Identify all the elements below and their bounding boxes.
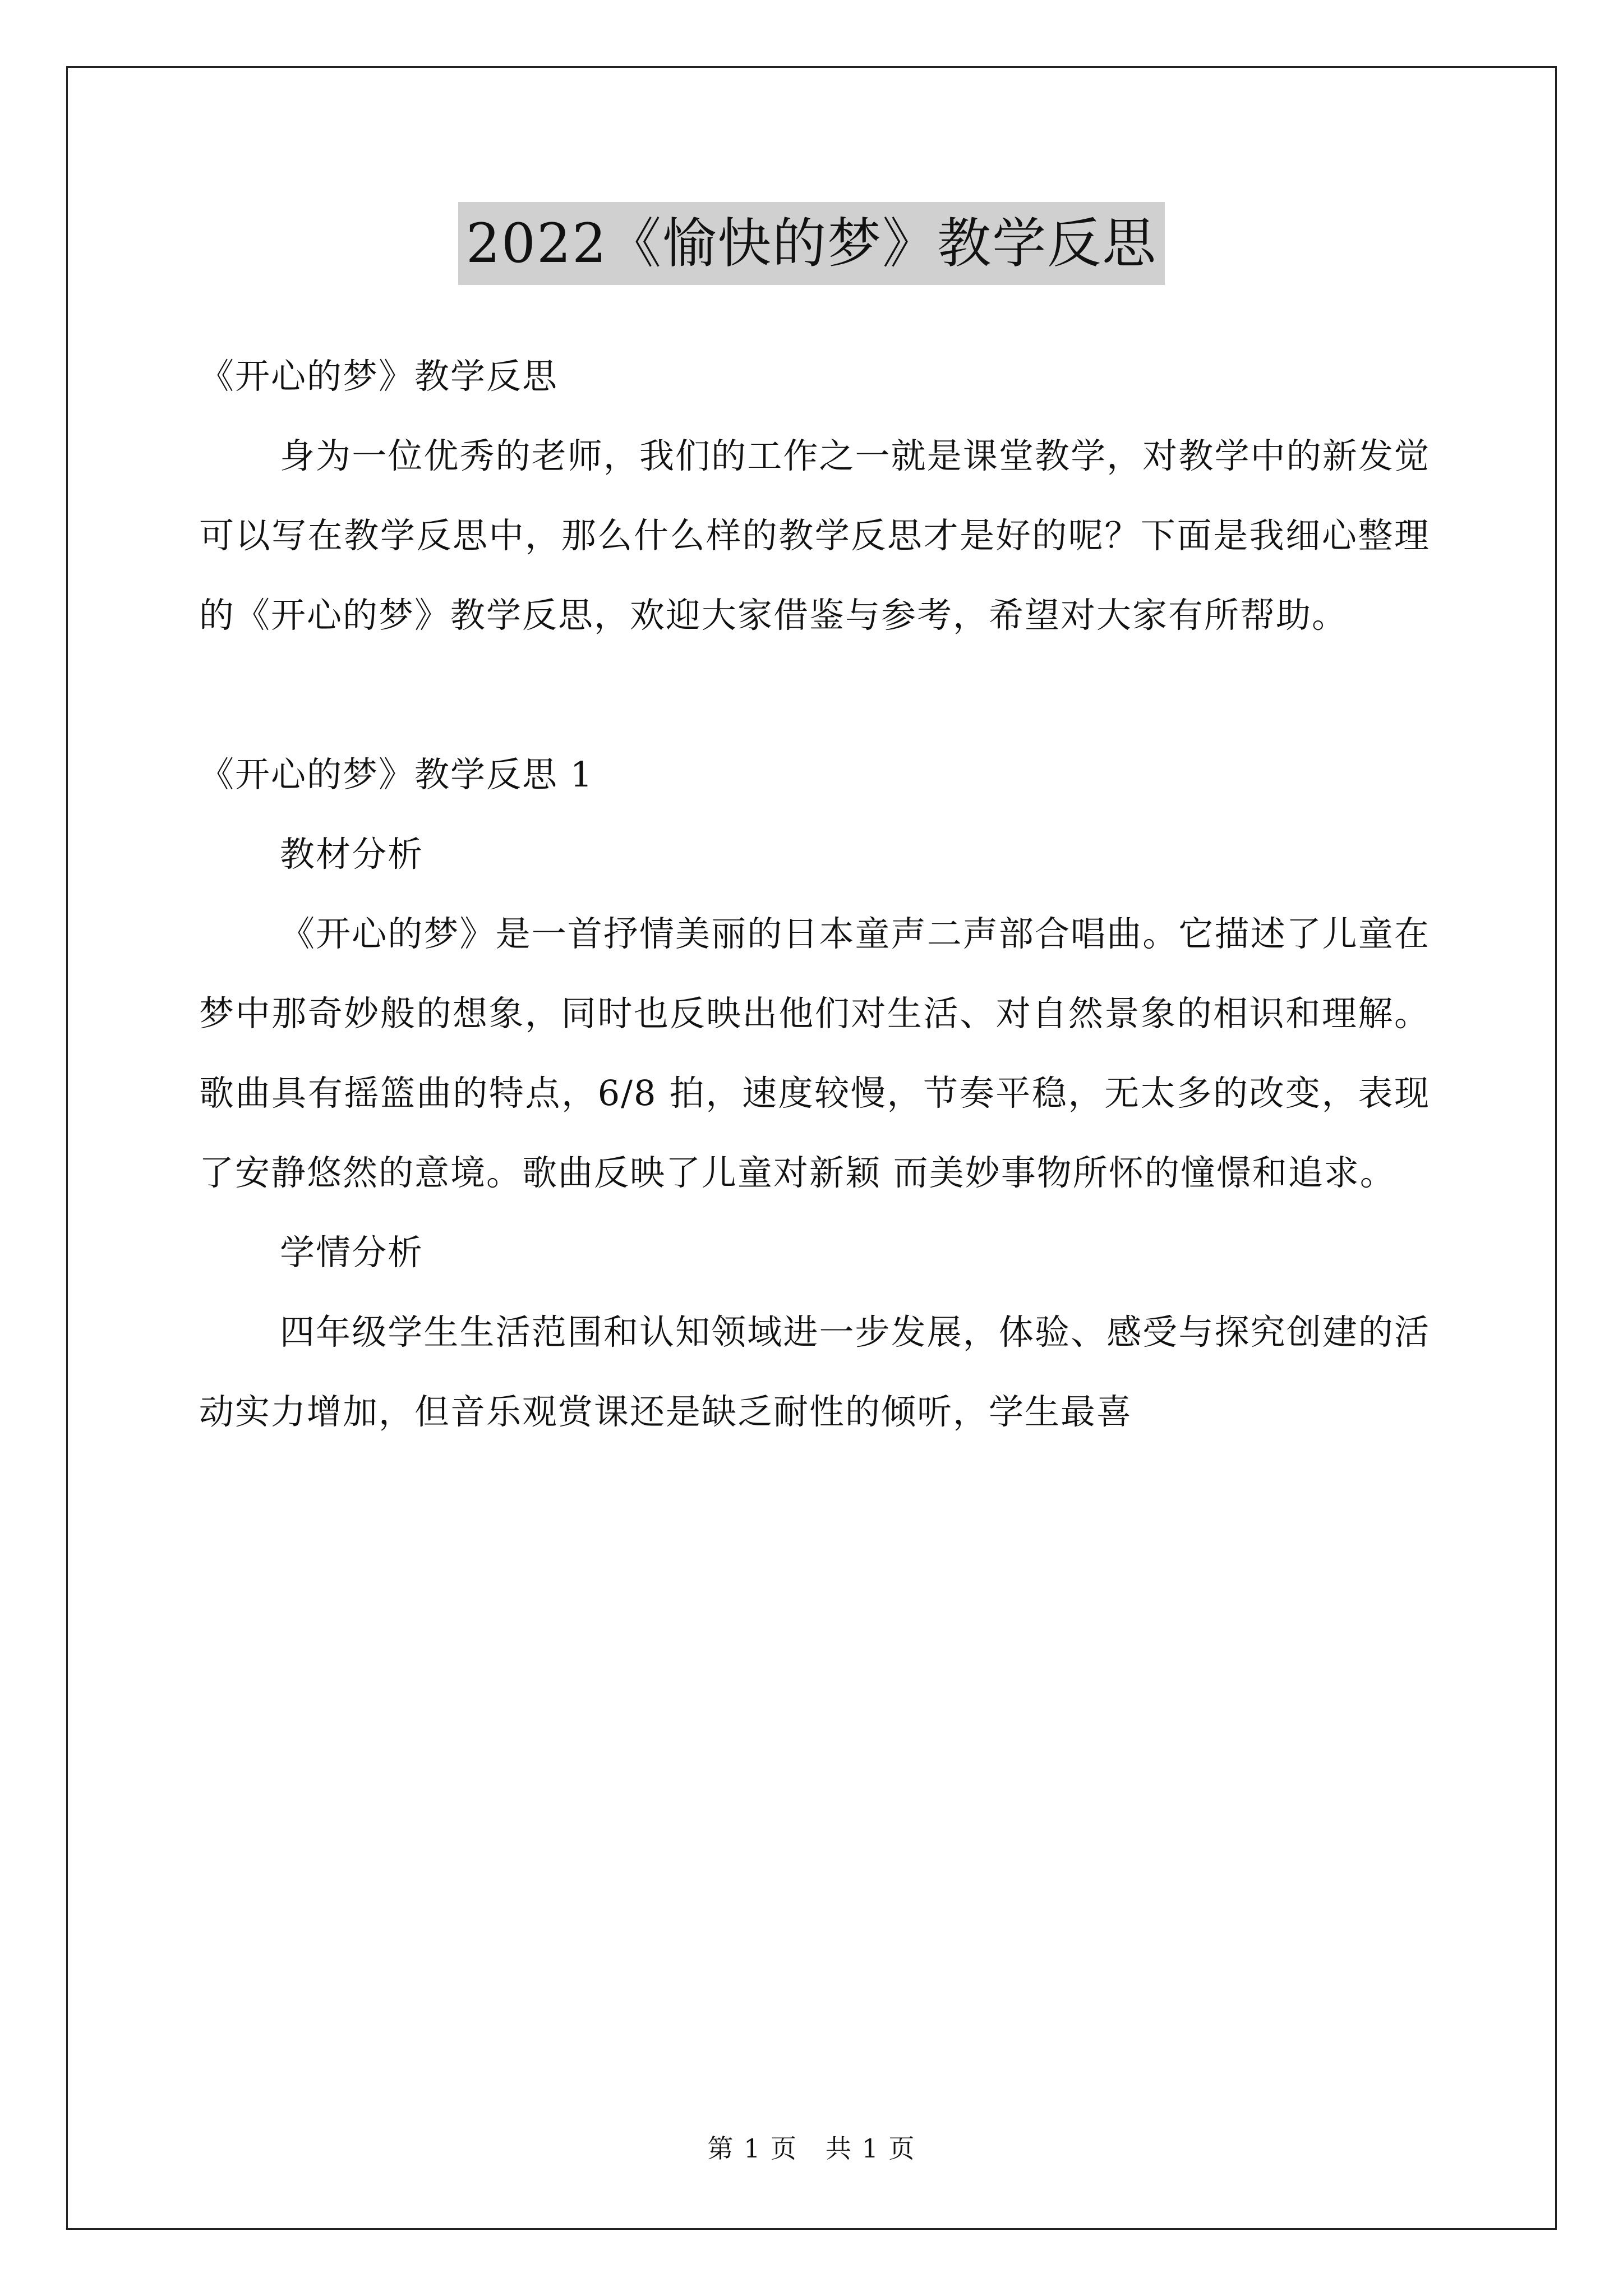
title-container [0,202,1623,285]
learner-analysis-label: 学情分析 [280,1232,424,1273]
document-title: 2022《愉快的梦》教学反思 [458,202,1165,285]
learner-analysis-paragraph: 四年级学生生活范围和认知领域进一步发展，体验、感受与探究创建的活动实力增加，但音乐观赏课还是缺乏耐性的倾听，学生最喜 [199,1312,1430,1432]
intro-heading: 《开心的梦》教学反思 [199,356,559,397]
page-number-current: 第 1 页 [707,2133,797,2164]
intro-paragraph: 身为一位优秀的老师，我们的工作之一就是课堂教学，对教学中的新发觉可以写在教学反思中，那么什么样的教学反思才是好的呢？下面是我细心整理的《开心的梦》教学反思，欢迎大家借鉴与参考，希望对大家有所帮助。 [199,435,1430,636]
spacer [199,655,1430,735]
page-number-total: 共 1 页 [826,2133,916,2164]
document-body [199,337,1430,1452]
textbook-analysis-label: 教材分析 [280,834,424,875]
section-heading: 《开心的梦》教学反思 1 [199,754,594,795]
textbook-analysis-paragraph: 《开心的梦》是一首抒情美丽的日本童声二声部合唱曲。它描述了儿童在梦中那奇妙般的想象，同时也反映出他们对生活、对自然景象的相识和理解。歌曲具有摇篮曲的特点，6/8 拍，速度较慢，节奏平稳，无太多的改变，表现了安静悠然的意境。歌曲反映了儿童对新颖 而美妙事物所怀的憧憬和追求。 [199,913,1430,1193]
page-footer [0,2132,1623,2165]
